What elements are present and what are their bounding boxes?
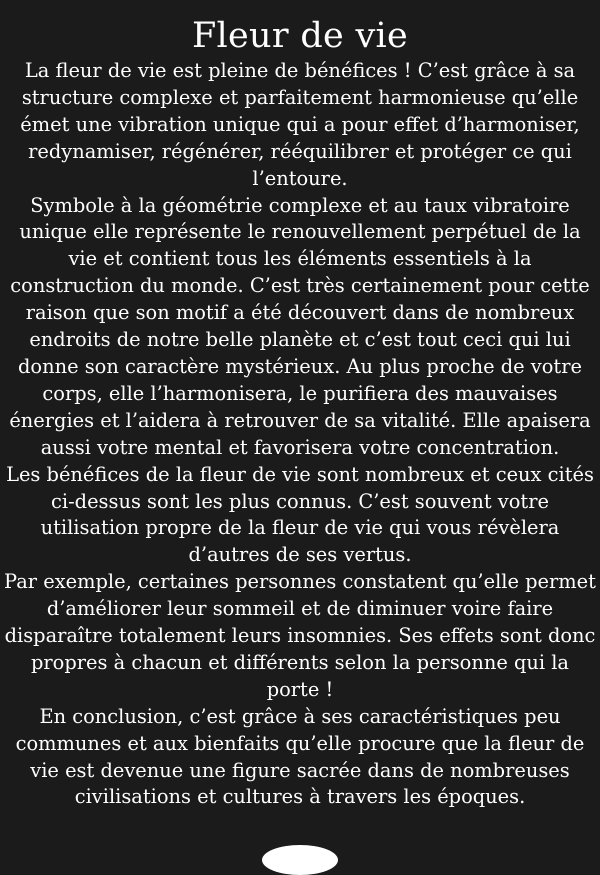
document-body: [4, 58, 596, 811]
paragraph-virtues: Les bénéfices de la fleur de vie sont nombreux et ceux cités ci-dessus sont les plus connus. C’est souvent votre utilisation propre de la fleur de vie qui vous révèlera d’autres de ses vertus.: [6, 462, 594, 567]
page-title: Fleur de vie: [191, 16, 409, 56]
paragraph-conclusion: En conclusion, c’est grâce à ses caractéristiques peu communes et aux bienfaits qu’elle procure que la fleur de vie est devenue une figure sacrée dans de nombreuses civilisations et cultures à travers les époques.: [15, 704, 585, 809]
paragraph-examples: Par exemple, certaines personnes constatent qu’elle permet d’améliorer leur sommeil et de diminuer voire faire disparaître totalement leurs insomnies. Ses effets sont donc propres à chacun et différents selon la personne qui la porte !: [4, 570, 596, 701]
paragraph-benefits-intro: La fleur de vie est pleine de bénéfices ! C’est grâce à sa structure complexe et parfaitement harmonieuse qu’elle émet une vibration unique qui a pour effet d’harmoniser, redynamiser, régénérer, rééquilibrer et protéger ce qui l’entoure.: [20, 59, 580, 190]
bottom-edge-shape: [262, 845, 338, 875]
paragraph-symbolism: Symbole à la géométrie complexe et au taux vibratoire unique elle représente le renouvellement perpétuel de la vie et contient tous les éléments essentiels à la construction du monde. C’est très certainement pour cette raison que son motif a été découvert dans de nombreux endroits de notre belle planète et c’est tout ceci qui lui donne son caractère mystérieux. Au plus proche de votre corps, elle l’harmonisera, le purifiera des mauvaises énergies et l’aidera à retrouver de sa vitalité. Elle apaisera aussi votre mental et favorisera votre concentration.: [9, 193, 591, 459]
